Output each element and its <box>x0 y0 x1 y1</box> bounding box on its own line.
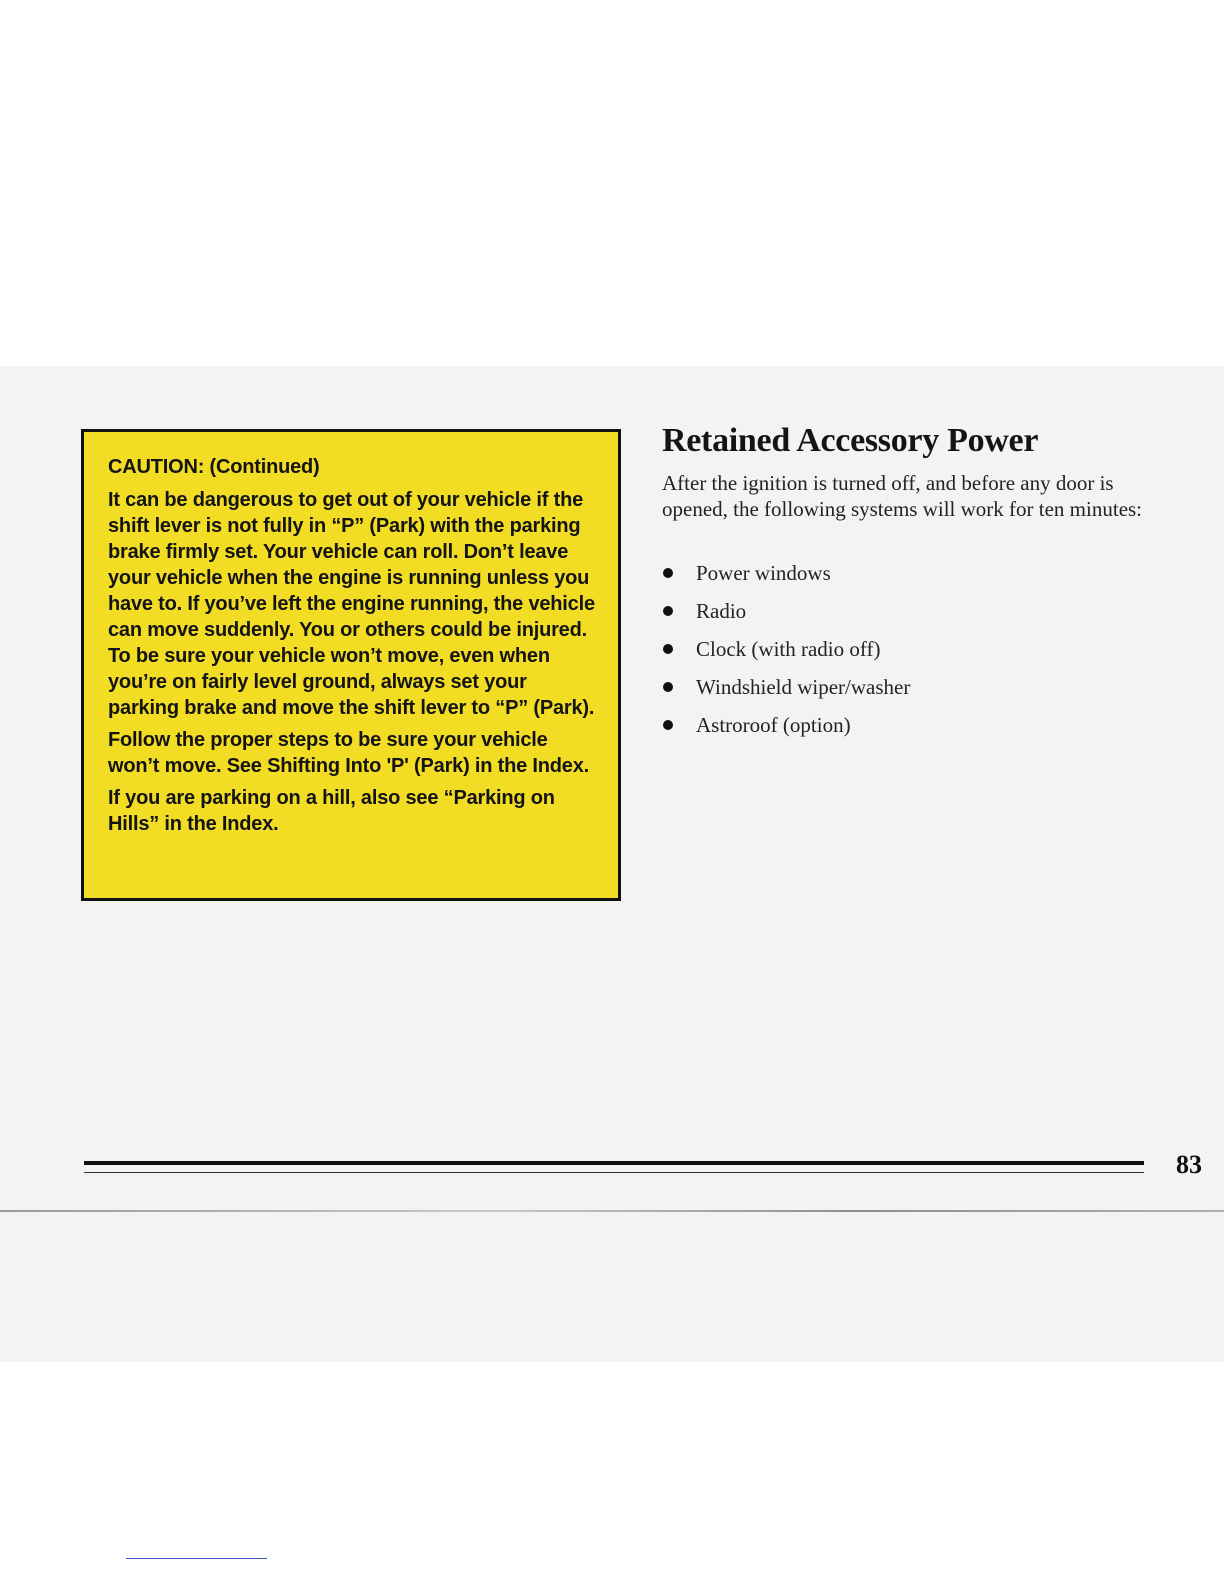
scan-edge-line <box>0 1210 1224 1212</box>
section-intro: After the ignition is turned off, and before any door is opened, the following systems will work for ten minutes: <box>662 471 1143 521</box>
bullet-icon <box>663 644 673 654</box>
list-item <box>662 674 910 712</box>
footer-rule <box>84 1161 1144 1165</box>
section-title: Retained Accessory Power <box>662 422 1039 459</box>
bullet-icon <box>663 720 673 730</box>
list-item <box>662 560 910 598</box>
margin-link-line <box>126 1558 267 1559</box>
bullet-icon <box>663 606 673 616</box>
list-item <box>662 712 910 750</box>
caution-title: CAUTION: (Continued) <box>108 456 320 478</box>
list-item <box>662 598 910 636</box>
caution-paragraph: If you are parking on a hill, also see “Parking on Hills” in the Index. <box>108 787 555 835</box>
footer-rule-thin <box>84 1172 1144 1173</box>
bullet-icon <box>663 568 673 578</box>
systems-list <box>662 560 910 750</box>
bullet-icon <box>663 682 673 692</box>
list-item-label: Astroroof (option) <box>696 713 851 737</box>
caution-paragraph: It can be dangerous to get out of your vehicle if the shift lever is not fully in “P” (Park) with the parking brake firmly set. Your vehicle can roll. Don’t leave your vehicle when the engine is running unless you have to. If you’ve left the engine running, the vehicle can move suddenly. You or others could be injured. To be sure your vehicle won’t move, even when you’re on fairly level ground, always set your parking brake and move the shift lever to “P” (Park). <box>108 489 595 719</box>
list-item-label: Windshield wiper/washer <box>696 675 911 699</box>
list-item-label: Power windows <box>696 561 831 585</box>
list-item <box>662 636 910 674</box>
caution-paragraph: Follow the proper steps to be sure your vehicle won’t move. See Shifting Into 'P' (Park) in the Index. <box>108 729 589 777</box>
list-item-label: Clock (with radio off) <box>696 637 881 661</box>
page-number: 83 <box>1176 1150 1202 1179</box>
caution-box <box>81 429 621 901</box>
list-item-label: Radio <box>696 599 747 623</box>
